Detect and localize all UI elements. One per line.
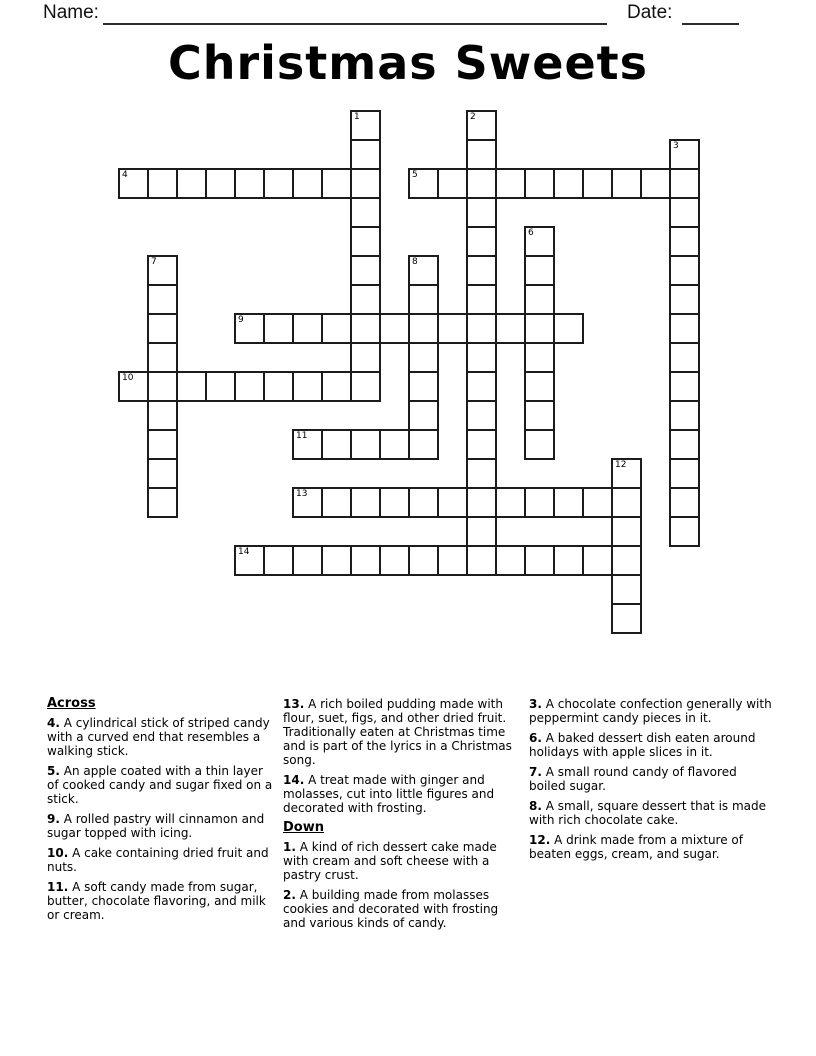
grid-cell[interactable] [350, 429, 381, 460]
grid-cell[interactable] [524, 371, 555, 402]
grid-cell[interactable] [350, 110, 381, 141]
grid-cell[interactable] [524, 313, 555, 344]
grid-cell[interactable] [524, 487, 555, 518]
grid-cell[interactable] [524, 400, 555, 431]
grid-cell[interactable] [669, 255, 700, 286]
grid-cell[interactable] [321, 371, 352, 402]
name-label: Name: [43, 2, 99, 23]
grid-cell[interactable] [408, 429, 439, 460]
grid-cell[interactable] [408, 168, 439, 199]
grid-cell[interactable] [147, 342, 178, 373]
grid-cell[interactable] [408, 371, 439, 402]
grid-cell[interactable] [669, 197, 700, 228]
grid-cell[interactable] [408, 284, 439, 315]
grid-cell[interactable] [466, 371, 497, 402]
grid-cell[interactable] [176, 168, 207, 199]
clue-7: 7. A small round candy of flavored boiled sugar. [529, 765, 737, 793]
grid-cell[interactable] [437, 168, 468, 199]
cell-number: 5 [412, 170, 418, 180]
date-blank-line[interactable] [682, 4, 739, 25]
clues-column-3 [529, 697, 775, 867]
name-blank-line[interactable] [103, 4, 607, 25]
grid-cell[interactable] [437, 545, 468, 576]
grid-cell[interactable] [495, 545, 526, 576]
grid-cell[interactable] [205, 371, 236, 402]
cell-number: 1 [354, 112, 360, 122]
grid-cell[interactable] [611, 574, 642, 605]
grid-cell[interactable] [466, 313, 497, 344]
grid-cell[interactable] [379, 487, 410, 518]
grid-cell[interactable] [582, 487, 613, 518]
clue-number: 3. [529, 697, 542, 711]
grid-cell[interactable] [553, 168, 584, 199]
clue-number: 13. [283, 697, 305, 711]
cell-number: 7 [151, 257, 157, 267]
grid-cell[interactable] [669, 371, 700, 402]
grid-cell[interactable] [292, 545, 323, 576]
cell-number: 2 [470, 112, 476, 122]
grid-cell[interactable] [669, 168, 700, 199]
cell-number: 12 [615, 460, 627, 470]
grid-cell[interactable] [466, 458, 497, 489]
clue-5: 5. An apple coated with a thin layer of cooked candy and sugar fixed on a stick. [47, 764, 273, 806]
grid-cell[interactable] [466, 545, 497, 576]
grid-cell[interactable] [553, 487, 584, 518]
puzzle-title: Christmas Sweets [167, 36, 649, 90]
clue-8: 8. A small, square dessert that is made with rich chocolate cake. [529, 799, 767, 827]
clue-4: 4. A cylindrical stick of striped candy with a curved end that resembles a walking stick. [47, 716, 270, 758]
grid-cell[interactable] [350, 197, 381, 228]
grid-cell[interactable] [611, 516, 642, 547]
clue-9: 9. A rolled pastry will cinnamon and sugar topped with icing. [47, 812, 265, 840]
cell-number: 9 [238, 315, 244, 325]
grid-cell[interactable] [466, 516, 497, 547]
clues-column-2 [283, 697, 521, 936]
grid-cell[interactable] [147, 487, 178, 518]
grid-cell[interactable] [466, 400, 497, 431]
grid-cell[interactable] [118, 168, 149, 199]
cell-number: 8 [412, 257, 418, 267]
grid-cell[interactable] [176, 371, 207, 402]
grid-cell[interactable] [669, 400, 700, 431]
grid-cell[interactable] [263, 313, 294, 344]
clue-number: 8. [529, 799, 542, 813]
grid-cell[interactable] [263, 371, 294, 402]
grid-cell[interactable] [524, 342, 555, 373]
grid-cell[interactable] [582, 545, 613, 576]
grid-cell[interactable] [669, 458, 700, 489]
grid-cell[interactable] [379, 313, 410, 344]
grid-cell[interactable] [147, 371, 178, 402]
grid-cell[interactable] [147, 255, 178, 286]
grid-cell[interactable] [495, 313, 526, 344]
grid-cell[interactable] [147, 284, 178, 315]
grid-cell[interactable] [611, 603, 642, 634]
clue-number: 7. [529, 765, 542, 779]
grid-cell[interactable] [234, 168, 265, 199]
grid-cell[interactable] [524, 284, 555, 315]
grid-cell[interactable] [350, 168, 381, 199]
clue-10: 10. A cake containing dried fruit and nuts. [47, 846, 269, 874]
clue-number: 4. [47, 716, 60, 730]
grid-cell[interactable] [437, 313, 468, 344]
cell-number: 14 [238, 547, 250, 557]
clues-column-1 [47, 697, 277, 928]
grid-cell[interactable] [350, 139, 381, 170]
crossword-grid [118, 110, 700, 634]
cell-number: 13 [296, 489, 308, 499]
grid-cell[interactable] [495, 168, 526, 199]
grid-cell[interactable] [321, 545, 352, 576]
grid-cell[interactable] [292, 168, 323, 199]
grid-cell[interactable] [669, 139, 700, 170]
grid-cell[interactable] [350, 313, 381, 344]
grid-cell[interactable] [350, 284, 381, 315]
grid-cell[interactable] [524, 226, 555, 257]
grid-cell[interactable] [553, 313, 584, 344]
grid-cell[interactable] [669, 487, 700, 518]
grid-cell[interactable] [611, 458, 642, 489]
grid-cell[interactable] [408, 342, 439, 373]
grid-cell[interactable] [524, 168, 555, 199]
grid-cell[interactable] [582, 168, 613, 199]
grid-cell[interactable] [234, 545, 265, 576]
grid-cell[interactable] [379, 429, 410, 460]
grid-cell[interactable] [350, 226, 381, 257]
grid-cell[interactable] [292, 487, 323, 518]
grid-cell[interactable] [611, 545, 642, 576]
cell-number: 6 [528, 228, 534, 238]
grid-cell[interactable] [524, 255, 555, 286]
clue-11: 11. A soft candy made from sugar, butter, chocolate flavoring, and milk or cream. [47, 880, 266, 922]
grid-cell[interactable] [524, 429, 555, 460]
grid-cell[interactable] [350, 371, 381, 402]
grid-cell[interactable] [611, 168, 642, 199]
grid-cell[interactable] [147, 313, 178, 344]
grid-cell[interactable] [553, 545, 584, 576]
grid-cell[interactable] [350, 487, 381, 518]
grid-cell[interactable] [466, 487, 497, 518]
grid-cell[interactable] [466, 197, 497, 228]
grid-cell[interactable] [408, 313, 439, 344]
grid-cell[interactable] [669, 284, 700, 315]
grid-cell[interactable] [408, 487, 439, 518]
grid-cell[interactable] [321, 487, 352, 518]
clue-number: 5. [47, 764, 60, 778]
grid-cell[interactable] [263, 168, 294, 199]
date-label: Date: [627, 2, 673, 23]
grid-cell[interactable] [147, 168, 178, 199]
across-heading: Across [47, 696, 96, 711]
cell-number: 3 [673, 141, 679, 151]
clue-12: 12. A drink made from a mixture of beaten eggs, cream, and sugar. [529, 833, 743, 861]
grid-cell[interactable] [263, 545, 294, 576]
cell-number: 11 [296, 431, 308, 441]
grid-cell[interactable] [350, 545, 381, 576]
grid-cell[interactable] [408, 545, 439, 576]
clue-2: 2. A building made from molasses cookies and decorated with frosting and various kinds of candy. [283, 888, 499, 930]
grid-cell[interactable] [466, 139, 497, 170]
cell-number: 10 [122, 373, 134, 383]
grid-cell[interactable] [466, 284, 497, 315]
grid-cell[interactable] [408, 400, 439, 431]
grid-cell[interactable] [292, 371, 323, 402]
grid-cell[interactable] [466, 255, 497, 286]
grid-cell[interactable] [611, 487, 642, 518]
clue-number: 6. [529, 731, 542, 745]
grid-cell[interactable] [234, 313, 265, 344]
grid-cell[interactable] [292, 313, 323, 344]
grid-cell[interactable] [669, 342, 700, 373]
clue-number: 11. [47, 880, 69, 894]
clue-number: 2. [283, 888, 296, 902]
clue-number: 10. [47, 846, 69, 860]
grid-cell[interactable] [437, 487, 468, 518]
grid-cell[interactable] [669, 313, 700, 344]
cell-number: 4 [122, 170, 128, 180]
clue-number: 1. [283, 840, 296, 854]
grid-cell[interactable] [234, 371, 265, 402]
grid-cell[interactable] [466, 168, 497, 199]
grid-cell[interactable] [118, 371, 149, 402]
clue-3: 3. A chocolate confection generally with peppermint candy pieces in it. [529, 697, 772, 725]
grid-cell[interactable] [321, 313, 352, 344]
clue-13: 13. A rich boiled pudding made with flour, suet, figs, and other dried fruit. Traditionally eaten at Christmas time and is part of the lyrics in a Christmas song. [283, 697, 512, 767]
grid-cell[interactable] [466, 110, 497, 141]
down-heading: Down [283, 820, 324, 835]
grid-cell[interactable] [640, 168, 671, 199]
grid-cell[interactable] [669, 429, 700, 460]
grid-cell[interactable] [379, 545, 410, 576]
clue-number: 9. [47, 812, 60, 826]
clue-14: 14. A treat made with ginger and molasses, cut into little figures and decorated with frosting. [283, 773, 495, 815]
grid-cell[interactable] [321, 429, 352, 460]
clue-1: 1. A kind of rich dessert cake made with cream and soft cheese with a pastry crust. [283, 840, 497, 882]
grid-cell[interactable] [495, 487, 526, 518]
grid-cell[interactable] [205, 168, 236, 199]
grid-cell[interactable] [147, 400, 178, 431]
grid-cell[interactable] [408, 255, 439, 286]
grid-cell[interactable] [669, 226, 700, 257]
grid-cell[interactable] [669, 516, 700, 547]
clue-number: 12. [529, 833, 551, 847]
clue-6: 6. A baked dessert dish eaten around holidays with apple slices in it. [529, 731, 756, 759]
grid-cell[interactable] [147, 458, 178, 489]
grid-cell[interactable] [466, 429, 497, 460]
grid-cell[interactable] [466, 342, 497, 373]
grid-cell[interactable] [321, 168, 352, 199]
grid-cell[interactable] [524, 545, 555, 576]
grid-cell[interactable] [466, 226, 497, 257]
grid-cell[interactable] [147, 429, 178, 460]
clue-number: 14. [283, 773, 305, 787]
grid-cell[interactable] [350, 255, 381, 286]
grid-cell[interactable] [292, 429, 323, 460]
grid-cell[interactable] [350, 342, 381, 373]
